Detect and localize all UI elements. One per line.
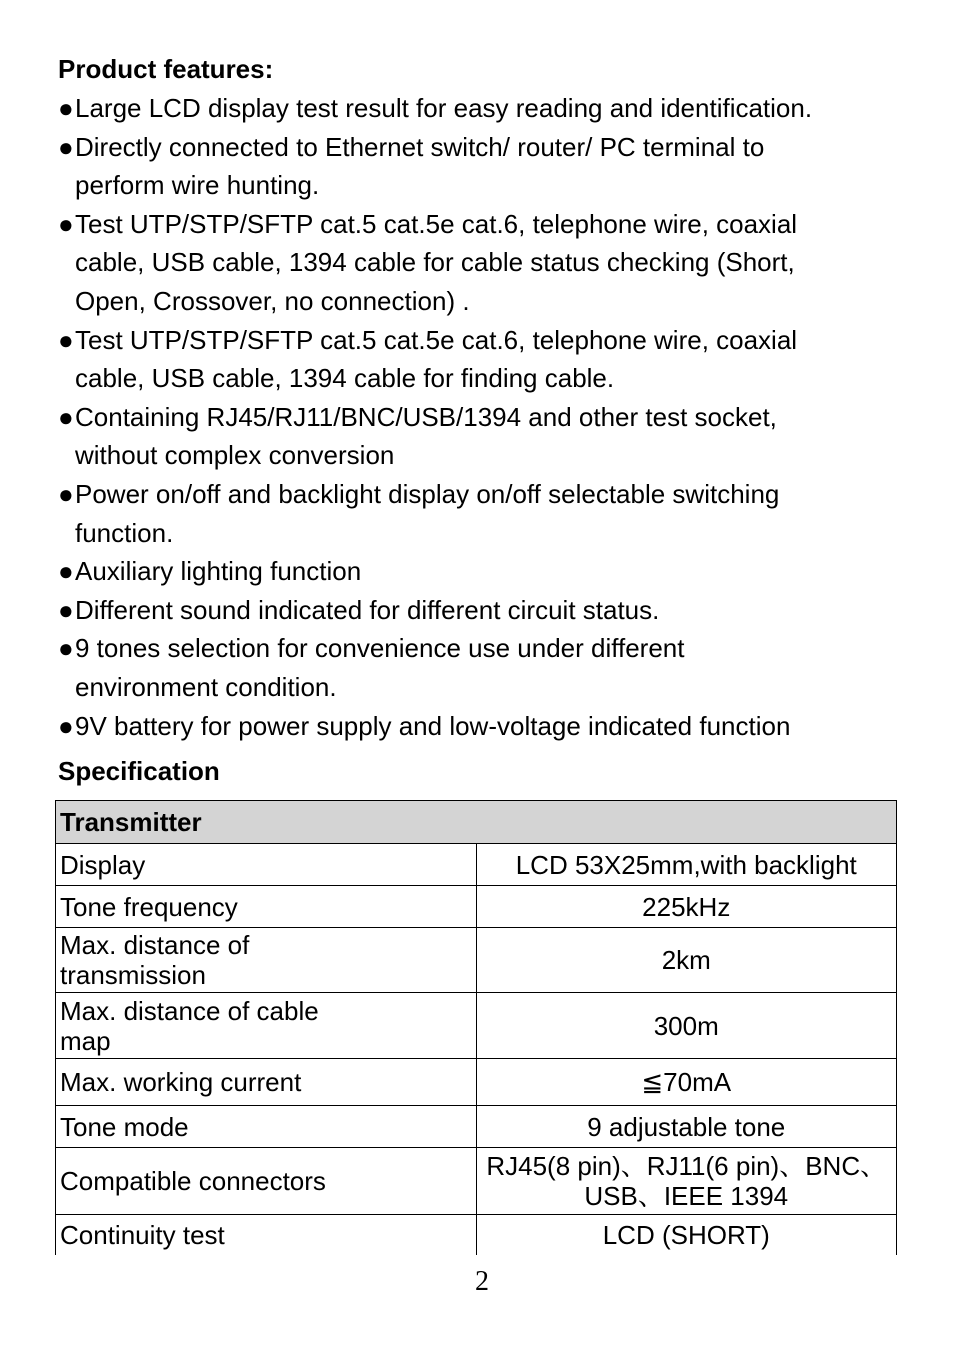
feature-line: 9V battery for power supply and low-voltage indicated function <box>75 710 791 741</box>
bullet-icon: ● <box>58 131 74 162</box>
feature-item <box>58 398 918 475</box>
spec-label <box>56 1215 477 1255</box>
spec-label <box>56 886 477 928</box>
feature-item <box>58 321 918 398</box>
bullet-icon: ● <box>58 324 74 355</box>
spec-label-line: Max. distance of cable <box>60 995 319 1026</box>
bullet-icon: ● <box>58 556 74 587</box>
table-row <box>56 1215 897 1255</box>
spec-label-line: Max. distance of <box>60 930 250 960</box>
feature-line: Power on/off and backlight display on/off selectable switching <box>75 478 780 509</box>
spec-label <box>56 1106 477 1148</box>
bullet-icon: ● <box>58 401 74 432</box>
feature-line: Different sound indicated for different circuit status. <box>75 594 660 625</box>
bullet-icon: ● <box>58 478 74 509</box>
specification-table <box>55 800 897 1255</box>
feature-item <box>58 205 918 321</box>
table-row <box>56 1148 897 1215</box>
spec-label <box>56 1059 477 1106</box>
spec-value <box>476 886 897 928</box>
feature-line: Large LCD display test result for easy reading and identification. <box>75 93 813 123</box>
feature-line: environment condition. <box>75 671 337 702</box>
spec-label-line: Max. working current <box>60 1067 302 1097</box>
feature-item <box>58 128 918 205</box>
table-row <box>56 993 897 1059</box>
feature-line: perform wire hunting. <box>75 170 320 201</box>
feature-line: 9 tones selection for convenience use under different <box>75 633 685 664</box>
spec-value-line: 225kHz <box>642 891 731 922</box>
spec-value-line: 300m <box>653 1010 719 1041</box>
spec-label-line: Tone mode <box>60 1111 189 1142</box>
bullet-icon: ● <box>58 710 74 741</box>
specification-heading: Specification <box>58 756 220 786</box>
table-section-title: Transmitter <box>56 801 897 844</box>
feature-item <box>58 591 918 630</box>
spec-value-line: 2km <box>661 945 711 975</box>
feature-line: Containing RJ45/RJ11/BNC/USB/1394 and other test socket, <box>75 401 777 432</box>
table-row <box>56 1106 897 1148</box>
spec-value <box>476 1059 897 1106</box>
spec-value <box>476 928 897 993</box>
spec-label-line: map <box>60 1025 111 1056</box>
feature-item <box>58 707 918 746</box>
spec-value-line: RJ45(8 pin)、RJ11(6 pin)、BNC、 <box>486 1151 887 1181</box>
features-list <box>58 89 918 745</box>
feature-line: Open, Crossover, no connection) . <box>75 285 470 316</box>
bullet-icon: ● <box>58 208 74 239</box>
bullet-icon: ● <box>58 594 74 625</box>
spec-label-line: Tone frequency <box>60 891 238 922</box>
feature-line: cable, USB cable, 1394 cable for cable status checking (Short, <box>75 247 795 278</box>
spec-value-line: 9 adjustable tone <box>587 1111 786 1142</box>
spec-value <box>476 844 897 886</box>
spec-label-line: transmission <box>60 960 206 990</box>
table-row <box>56 928 897 993</box>
spec-label <box>56 844 477 886</box>
feature-item <box>58 552 918 591</box>
table-row <box>56 886 897 928</box>
bullet-icon: ● <box>58 93 74 123</box>
spec-label <box>56 1148 477 1215</box>
spec-value-line: ≦70mA <box>641 1067 732 1097</box>
feature-item <box>58 89 918 128</box>
feature-line: without complex conversion <box>75 440 395 471</box>
table-row <box>56 1059 897 1106</box>
feature-line: Auxiliary lighting function <box>75 556 362 587</box>
bullet-icon: ● <box>58 633 74 664</box>
feature-item <box>58 629 918 706</box>
spec-value <box>476 993 897 1059</box>
spec-value <box>476 1106 897 1148</box>
feature-line: Directly connected to Ethernet switch/ router/ PC terminal to <box>75 131 765 162</box>
spec-label-line: Compatible connectors <box>60 1166 326 1196</box>
spec-value-line: LCD (SHORT) <box>602 1219 770 1250</box>
table-section-row <box>56 801 897 844</box>
feature-line: function. <box>75 517 174 548</box>
spec-label-line: Display <box>60 849 146 880</box>
feature-line: Test UTP/STP/SFTP cat.5 cat.5e cat.6, telephone wire, coaxial <box>75 324 798 355</box>
table-row <box>56 844 897 886</box>
spec-label-line: Continuity test <box>60 1219 225 1250</box>
feature-item <box>58 475 918 552</box>
spec-value-line: LCD 53X25mm,with backlight <box>515 849 857 880</box>
spec-label <box>56 993 477 1059</box>
spec-value <box>476 1148 897 1215</box>
spec-value <box>476 1215 897 1255</box>
features-heading: Product features: <box>58 54 274 84</box>
spec-value-line: USB、IEEE 1394 <box>584 1181 789 1211</box>
feature-line: Test UTP/STP/SFTP cat.5 cat.5e cat.6, telephone wire, coaxial <box>75 208 798 239</box>
page-number: 2 <box>475 1266 489 1297</box>
feature-line: cable, USB cable, 1394 cable for finding cable. <box>75 363 615 394</box>
spec-label <box>56 928 477 993</box>
